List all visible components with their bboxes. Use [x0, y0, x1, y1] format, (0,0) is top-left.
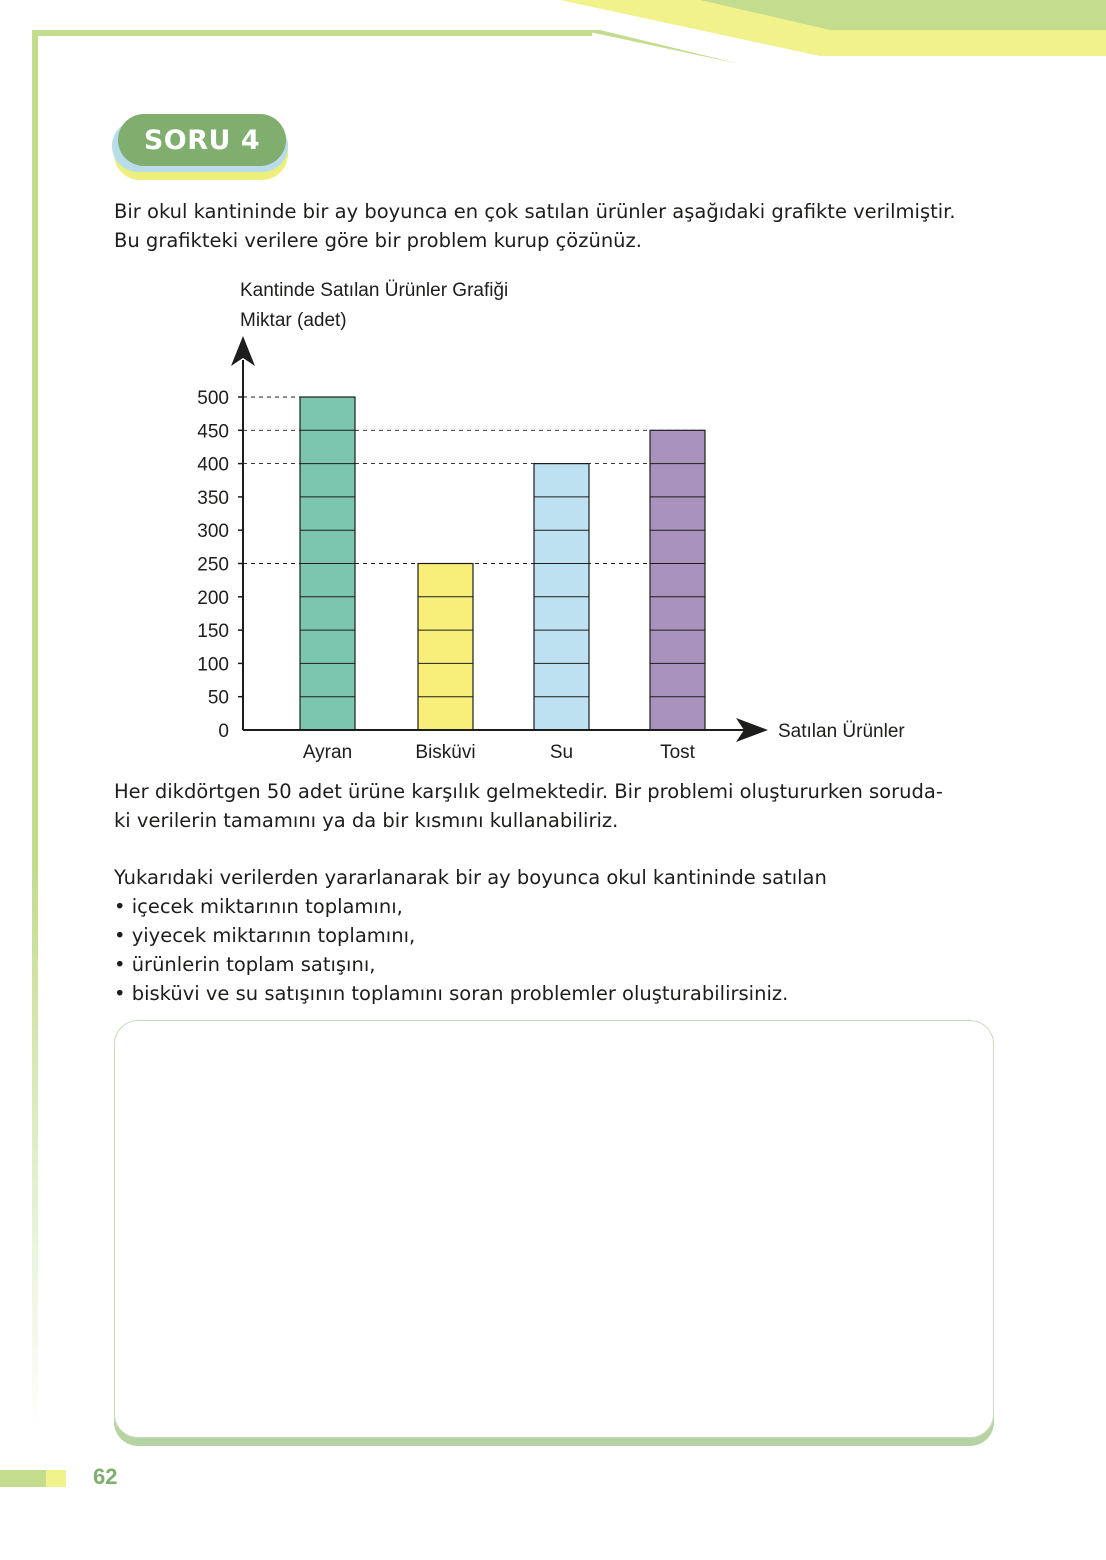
page-number-bar — [0, 1470, 46, 1487]
intro-line-2: Bu grafikteki verilere göre bir problem kurup çözünüz. — [114, 229, 642, 252]
bar-ayran — [300, 397, 355, 730]
question-badge — [112, 112, 290, 182]
y-tick-label: 450 — [197, 421, 229, 443]
y-tick-label: 300 — [197, 521, 229, 543]
x-tick-label: Su — [549, 742, 574, 763]
page-frame-left — [32, 30, 38, 1430]
y-ticks — [197, 388, 243, 742]
page-frame-top — [32, 30, 592, 36]
page-number: 62 — [93, 1464, 118, 1489]
x-tick-label: Ayran — [302, 742, 353, 763]
bar-chart — [170, 270, 950, 770]
y-tick-label: 500 — [197, 388, 229, 409]
y-tick-label: 250 — [197, 554, 229, 576]
note-paragraph — [114, 777, 1014, 835]
tasks-list — [114, 863, 1014, 1008]
tasks-intro: Yukarıdaki verilerden yararlanarak bir ay boyunca okul kantininde satılan — [114, 866, 827, 889]
bar-rect — [650, 430, 705, 730]
note-line-1: Her dikdörtgen 50 adet ürüne karşılık gelmektedir. Bir problemi oluştururken soruda- — [114, 780, 943, 803]
question-badge-label: SORU 4 — [118, 114, 286, 166]
x-tick-label: Bisküvi — [415, 742, 476, 763]
x-tick-labels — [303, 742, 696, 763]
y-tick-label: 50 — [207, 687, 229, 709]
header-decoration — [0, 0, 1106, 80]
question-intro — [114, 197, 1014, 255]
note-line-2: ki verilerin tamamını ya da bir kısmını kullanabiliriz. — [114, 809, 619, 832]
list-item: • içecek miktarının toplamını, — [114, 895, 403, 918]
bar-rect — [418, 564, 473, 731]
bar-tost — [650, 430, 705, 730]
bar-bisküvi — [418, 564, 473, 731]
x-tick-label: Tost — [660, 742, 695, 763]
y-tick-label: 100 — [197, 654, 229, 676]
bar-su — [534, 464, 589, 730]
y-tick-label: 200 — [197, 587, 229, 609]
y-tick-label: 350 — [197, 487, 229, 509]
page-number-bar-accent — [46, 1470, 66, 1487]
chart-title: Kantinde Satılan Ürünler Grafiği — [240, 280, 509, 301]
y-axis-label: Miktar (adet) — [240, 310, 347, 331]
y-tick-label: 150 — [197, 621, 229, 643]
intro-line-1: Bir okul kantininde bir ay boyunca en çok satılan ürünler aşağıdaki grafikte verilmiştir. — [114, 200, 956, 223]
list-item: • bisküvi ve su satışının toplamını soran problemler oluşturabilirsiniz. — [114, 982, 789, 1005]
x-axis-label: Satılan Ürünler — [778, 721, 905, 742]
list-item: • ürünlerin toplam satışını, — [114, 953, 376, 976]
y-tick-label: 400 — [197, 454, 229, 476]
answer-box[interactable] — [114, 1020, 994, 1438]
list-item: • yiyecek miktarının toplamını, — [114, 924, 416, 947]
y-tick-label: 0 — [218, 721, 229, 742]
